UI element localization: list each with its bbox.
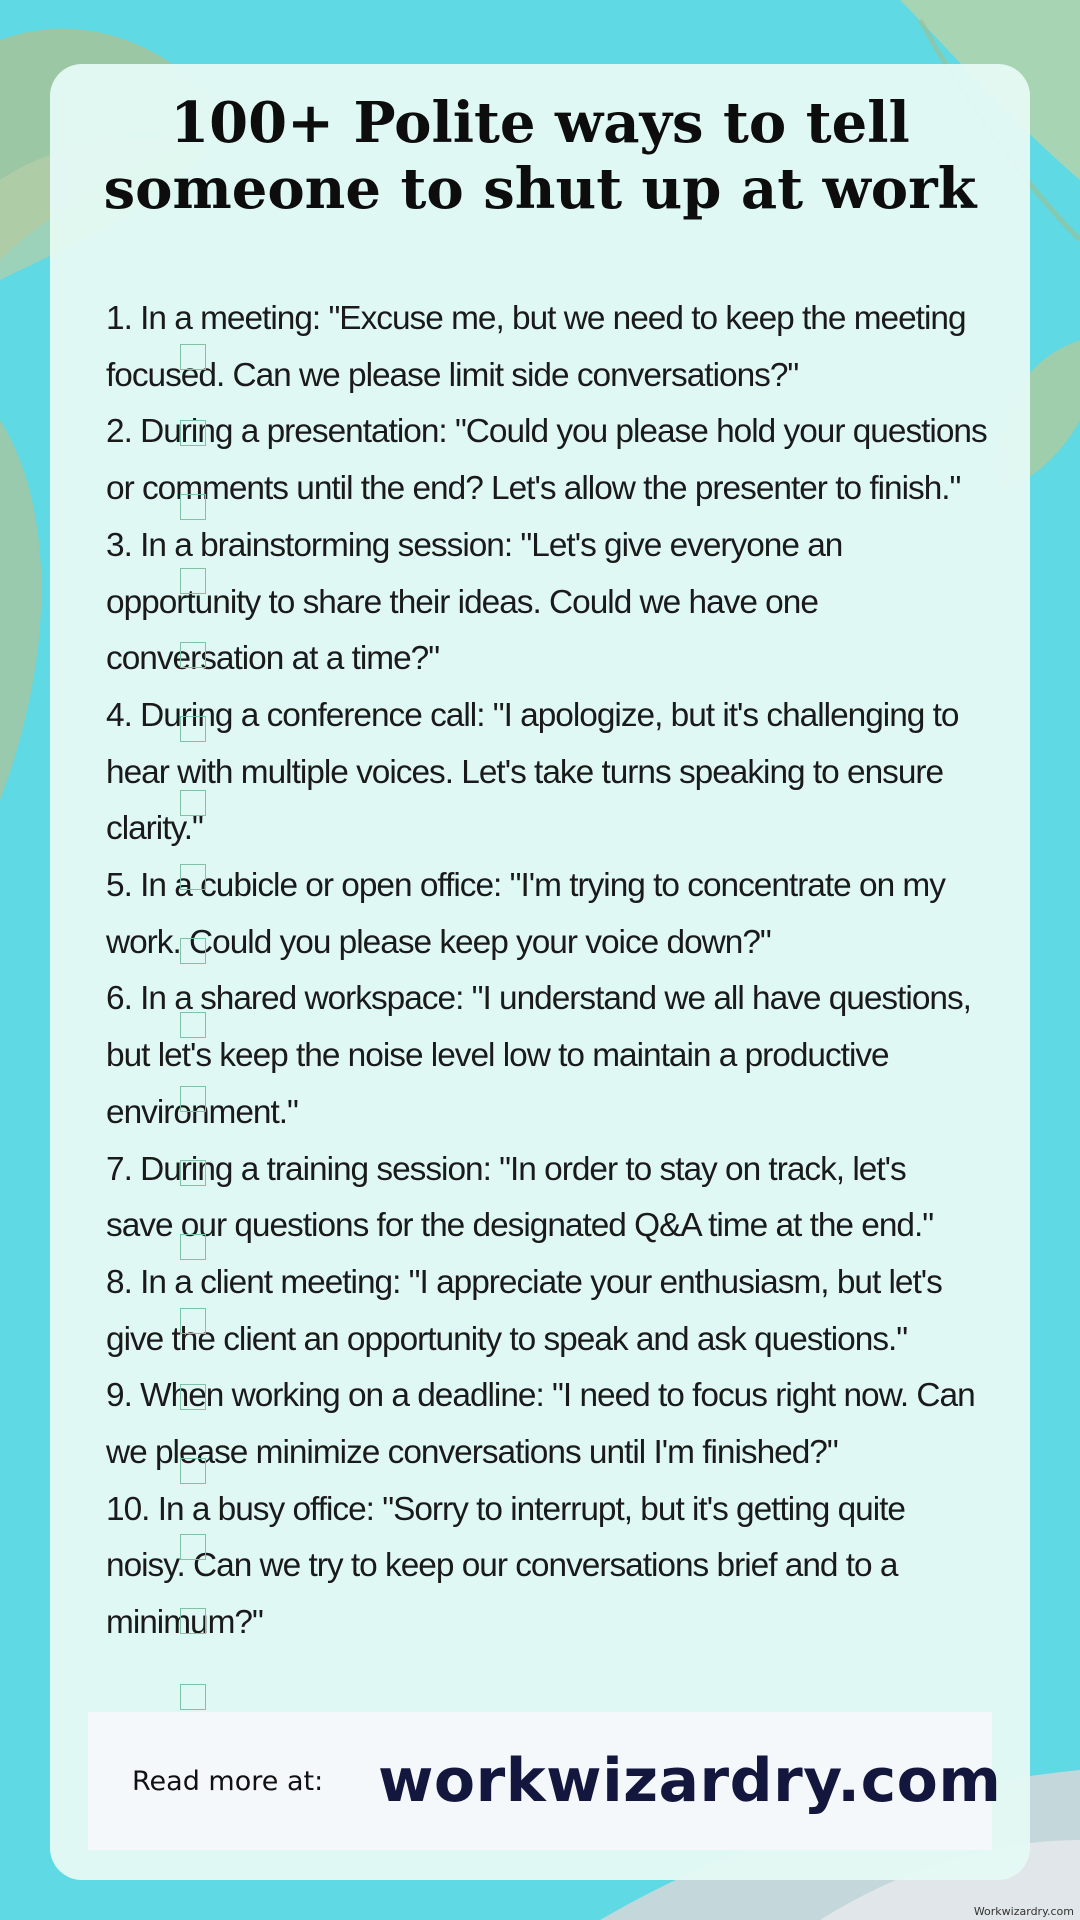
watermark-text: Workwizardry.com	[973, 1905, 1074, 1918]
title-line-1: 100+ Polite ways to tell	[170, 90, 910, 156]
list-item-line: we please minimize conversations until I'm finished?"	[106, 1434, 838, 1472]
list-item-line: work. Could you please keep your voice down?"	[106, 923, 771, 961]
list-item-line: clarity."	[106, 810, 203, 848]
page-title	[60, 90, 1020, 222]
list-item-line: 4. During a conference call: "I apologize, but it's challenging to	[106, 696, 959, 734]
list-item	[106, 1368, 1006, 1481]
list-item-line: 6. In a shared workspace: "I understand we all have questions,	[106, 980, 971, 1018]
list-item-line: 5. In a cubicle or open office: "I'm trying to concentrate on my	[106, 867, 945, 905]
list-item	[106, 404, 1006, 517]
list-item-line: but let's keep the noise level low to maintain a productive	[106, 1037, 889, 1075]
empty-box-marker	[180, 938, 206, 964]
read-more-label: Read more at:	[132, 1765, 324, 1797]
empty-box-marker	[180, 642, 206, 668]
list-item-line: 3. In a brainstorming session: "Let's give everyone an	[106, 526, 843, 564]
list-item	[106, 1482, 1006, 1652]
list-item-line: save our questions for the designated Q&A time at the end."	[106, 1207, 934, 1245]
empty-box-marker	[180, 494, 206, 520]
empty-box-marker	[180, 1458, 206, 1484]
empty-box-marker	[180, 1384, 206, 1410]
tips-list	[106, 291, 1006, 1652]
list-item-line: 7. During a training session: "In order to stay on track, let's	[106, 1150, 906, 1188]
list-item-line: 9. When working on a deadline: "I need to focus right now. Can	[106, 1377, 975, 1415]
list-item-line: 2. During a presentation: "Could you please hold your questions	[106, 413, 987, 451]
empty-box-marker	[180, 1534, 206, 1560]
list-item-line: minimum?"	[106, 1604, 263, 1642]
empty-box-marker	[180, 790, 206, 816]
empty-box-marker	[180, 420, 206, 446]
empty-box-marker	[180, 864, 206, 890]
list-item-line: 10. In a busy office: "Sorry to interrupt, but it's getting quite	[106, 1490, 905, 1528]
empty-box-marker	[180, 716, 206, 742]
empty-box-marker	[180, 1012, 206, 1038]
list-item-line: noisy. Can we try to keep our conversations brief and to a	[106, 1547, 898, 1585]
read-more-banner	[88, 1712, 1002, 1850]
empty-box-marker	[180, 344, 206, 370]
empty-box-marker	[180, 1160, 206, 1186]
list-item-line: 8. In a client meeting: "I appreciate your enthusiasm, but let's	[106, 1263, 942, 1301]
list-item-line: give the client an opportunity to speak and ask questions."	[106, 1320, 908, 1358]
list-item	[106, 1255, 1006, 1368]
empty-box-marker	[180, 1608, 206, 1634]
website-link[interactable]: workwizardry.com	[378, 1746, 1002, 1816]
list-item-line: conversation at a time?"	[106, 640, 440, 678]
empty-box-marker	[180, 1308, 206, 1334]
empty-box-marker	[180, 1684, 206, 1710]
list-item-line: environment."	[106, 1093, 298, 1131]
empty-box-marker	[180, 1234, 206, 1260]
list-item	[106, 971, 1006, 1141]
list-item	[106, 518, 1006, 688]
list-item-line: opportunity to share their ideas. Could we have one	[106, 583, 818, 621]
list-item	[106, 291, 1006, 404]
list-item	[106, 688, 1006, 858]
list-item	[106, 1142, 1006, 1255]
list-item-line: focused. Can we please limit side conversations?"	[106, 356, 799, 394]
title-line-2: someone to shut up at work	[103, 156, 977, 222]
list-item-line: hear with multiple voices. Let's take turns speaking to ensure	[106, 753, 944, 791]
list-item-line: or comments until the end? Let's allow the presenter to finish."	[106, 470, 961, 508]
empty-box-marker	[180, 568, 206, 594]
empty-box-marker	[180, 1086, 206, 1112]
list-item-line: 1. In a meeting: "Excuse me, but we need to keep the meeting	[106, 300, 966, 337]
list-item	[106, 858, 1006, 971]
